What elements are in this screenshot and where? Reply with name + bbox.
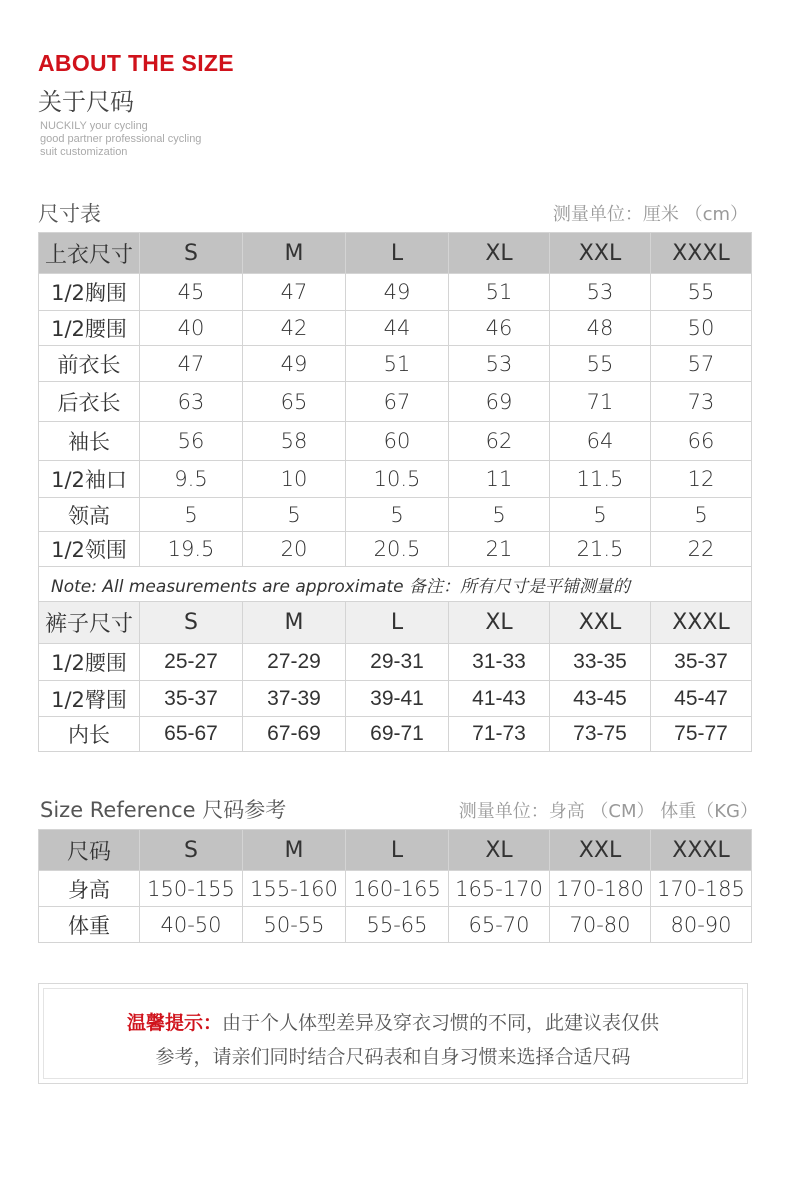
- table-cell: 37-39: [243, 681, 346, 717]
- table-cell: 155-160: [243, 871, 346, 907]
- table-cell: 71: [550, 382, 651, 422]
- table-cell: 55-65: [346, 907, 449, 943]
- top-header-label: 上衣尺寸: [39, 233, 140, 274]
- table-cell: 45-47: [651, 681, 752, 717]
- tip-line-1: [39, 1006, 747, 1040]
- table-cell: 150-155: [140, 871, 243, 907]
- row-label: 1/2袖口: [39, 461, 140, 498]
- pants-header-label: 裤子尺寸: [39, 602, 140, 644]
- row-label: 1/2腰围: [39, 311, 140, 346]
- table-cell: 29-31: [346, 644, 449, 681]
- tagline-line: NUCKILY your cycling: [40, 120, 148, 132]
- note-row: [39, 567, 752, 602]
- row-label: 袖长: [39, 422, 140, 461]
- table-cell: 41-43: [449, 681, 550, 717]
- table-cell: 39-41: [346, 681, 449, 717]
- table-cell: 67-69: [243, 717, 346, 752]
- table-cell: 60: [346, 422, 449, 461]
- table-cell: 27-29: [243, 644, 346, 681]
- table-cell: 69: [449, 382, 550, 422]
- table-cell: 21.5: [550, 532, 651, 567]
- tip-box: [38, 983, 748, 1084]
- size-header-cell: XL: [449, 830, 550, 871]
- table-cell: 5: [140, 498, 243, 532]
- size-table: [38, 232, 752, 752]
- table-cell: 44: [346, 311, 449, 346]
- size-header-cell: S: [140, 602, 243, 644]
- table-row: [39, 907, 752, 943]
- table-row: [39, 422, 752, 461]
- pants-header-row: [39, 602, 752, 644]
- page-title-en: ABOUT THE SIZE: [38, 50, 234, 76]
- table-cell: 9.5: [140, 461, 243, 498]
- size-header-cell: S: [140, 233, 243, 274]
- row-label: 1/2臀围: [39, 681, 140, 717]
- table-cell: 25-27: [140, 644, 243, 681]
- size-header-cell: XXXL: [651, 830, 752, 871]
- table-row: [39, 871, 752, 907]
- table-cell: 10.5: [346, 461, 449, 498]
- table-row: [39, 532, 752, 567]
- table-cell: 62: [449, 422, 550, 461]
- table-cell: 65-67: [140, 717, 243, 752]
- table-row: [39, 311, 752, 346]
- table-cell: 40: [140, 311, 243, 346]
- table-cell: 43-45: [550, 681, 651, 717]
- size-header-cell: M: [243, 602, 346, 644]
- page-title-cn: 关于尺码: [38, 88, 134, 116]
- table-cell: 40-50: [140, 907, 243, 943]
- table-cell: 5: [346, 498, 449, 532]
- table-cell: 48: [550, 311, 651, 346]
- table-cell: 58: [243, 422, 346, 461]
- table-cell: 51: [449, 274, 550, 311]
- table-row: [39, 274, 752, 311]
- size-header-cell: XXL: [550, 602, 651, 644]
- table-row: [39, 717, 752, 752]
- table-cell: 73-75: [550, 717, 651, 752]
- table-cell: 35-37: [651, 644, 752, 681]
- table-cell: 63: [140, 382, 243, 422]
- table-cell: 35-37: [140, 681, 243, 717]
- table-cell: 80-90: [651, 907, 752, 943]
- table-cell: 5: [449, 498, 550, 532]
- row-label: 身高: [39, 871, 140, 907]
- tip-text: [39, 1006, 747, 1074]
- size-header-cell: XL: [449, 602, 550, 644]
- note-text: Note: All measurements are approximate 备注：所有尺寸是平铺测量的: [39, 567, 752, 602]
- table-cell: 57: [651, 346, 752, 382]
- row-label: 领高: [39, 498, 140, 532]
- table-row: [39, 681, 752, 717]
- size-table-title: 尺寸表: [38, 202, 101, 226]
- table-cell: 50-55: [243, 907, 346, 943]
- tip-line-2: 参考，请亲们同时结合尺码表和自身习惯来选择合适尺码: [155, 1046, 631, 1068]
- table-cell: 53: [550, 274, 651, 311]
- table-cell: 11: [449, 461, 550, 498]
- reference-header-label: 尺码: [39, 830, 140, 871]
- table-cell: 49: [243, 346, 346, 382]
- table-cell: 165-170: [449, 871, 550, 907]
- table-cell: 5: [243, 498, 346, 532]
- size-header-cell: XXXL: [651, 233, 752, 274]
- row-label: 体重: [39, 907, 140, 943]
- table-cell: 31-33: [449, 644, 550, 681]
- size-header-cell: XXL: [550, 233, 651, 274]
- table-cell: 53: [449, 346, 550, 382]
- table-cell: 70-80: [550, 907, 651, 943]
- table-cell: 20.5: [346, 532, 449, 567]
- size-header-cell: XXXL: [651, 602, 752, 644]
- tip-line-1-text: 由于个人体型差异及穿衣习惯的不同，此建议表仅供: [222, 1012, 660, 1034]
- table-cell: 64: [550, 422, 651, 461]
- table-cell: 65: [243, 382, 346, 422]
- size-header-cell: XL: [449, 233, 550, 274]
- table-row: [39, 461, 752, 498]
- size-table-unit: 测量单位：厘米 （cm）: [552, 204, 748, 225]
- reference-unit: 测量单位：身高 （CM） 体重（KG）: [458, 801, 758, 822]
- table-cell: 49: [346, 274, 449, 311]
- tagline-line: suit customization: [40, 146, 128, 158]
- table-cell: 75-77: [651, 717, 752, 752]
- size-header-cell: L: [346, 830, 449, 871]
- table-cell: 170-185: [651, 871, 752, 907]
- table-cell: 20: [243, 532, 346, 567]
- top-header-row: [39, 233, 752, 274]
- table-cell: 33-35: [550, 644, 651, 681]
- size-header-cell: S: [140, 830, 243, 871]
- row-label: 1/2胸围: [39, 274, 140, 311]
- table-cell: 66: [651, 422, 752, 461]
- table-cell: 21: [449, 532, 550, 567]
- row-label: 前衣长: [39, 346, 140, 382]
- table-cell: 160-165: [346, 871, 449, 907]
- row-label: 内长: [39, 717, 140, 752]
- table-cell: 45: [140, 274, 243, 311]
- table-row: [39, 346, 752, 382]
- table-cell: 10: [243, 461, 346, 498]
- table-cell: 69-71: [346, 717, 449, 752]
- table-row: [39, 498, 752, 532]
- table-row: [39, 382, 752, 422]
- size-header-cell: L: [346, 233, 449, 274]
- row-label: 1/2领围: [39, 532, 140, 567]
- table-cell: 19.5: [140, 532, 243, 567]
- size-header-cell: L: [346, 602, 449, 644]
- table-cell: 56: [140, 422, 243, 461]
- table-cell: 11.5: [550, 461, 651, 498]
- reference-table: [38, 829, 752, 943]
- table-cell: 47: [243, 274, 346, 311]
- table-cell: 67: [346, 382, 449, 422]
- reference-header-row: [39, 830, 752, 871]
- table-cell: 50: [651, 311, 752, 346]
- row-label: 1/2腰围: [39, 644, 140, 681]
- table-cell: 73: [651, 382, 752, 422]
- table-cell: 170-180: [550, 871, 651, 907]
- tagline-line: good partner professional cycling: [40, 133, 202, 145]
- table-cell: 46: [449, 311, 550, 346]
- table-cell: 22: [651, 532, 752, 567]
- size-header-cell: M: [243, 830, 346, 871]
- table-cell: 55: [550, 346, 651, 382]
- table-cell: 5: [651, 498, 752, 532]
- table-cell: 65-70: [449, 907, 550, 943]
- reference-title: Size Reference 尺码参考: [40, 798, 287, 822]
- table-row: [39, 644, 752, 681]
- table-cell: 51: [346, 346, 449, 382]
- table-cell: 5: [550, 498, 651, 532]
- table-cell: 47: [140, 346, 243, 382]
- row-label: 后衣长: [39, 382, 140, 422]
- size-header-cell: M: [243, 233, 346, 274]
- table-cell: 12: [651, 461, 752, 498]
- tip-label: 温馨提示：: [126, 1012, 222, 1034]
- table-cell: 42: [243, 311, 346, 346]
- brand-tagline: [40, 120, 201, 159]
- size-header-cell: XXL: [550, 830, 651, 871]
- table-cell: 55: [651, 274, 752, 311]
- table-cell: 71-73: [449, 717, 550, 752]
